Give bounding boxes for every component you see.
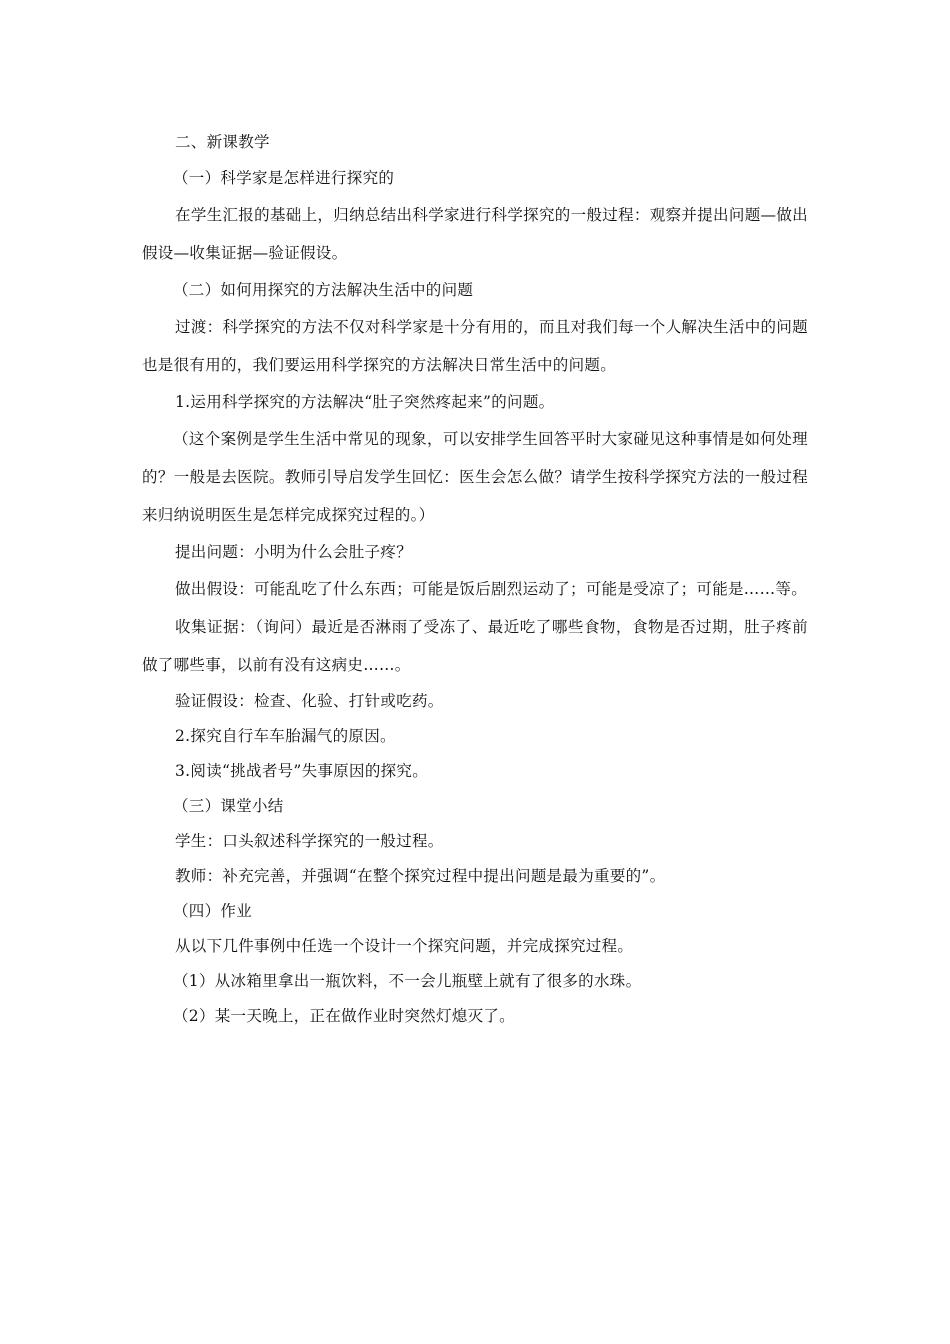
paragraph-transition: 过渡：科学探究的方法不仅对科学家是十分有用的，而且对我们每一个人解决生活中的问题也是很有用的，我们要运用科学探究的方法解决日常生活中的问题。 <box>142 318 808 374</box>
subheading-class-summary: （三）课堂小结 <box>173 797 284 815</box>
paragraph-collect-evidence: 收集证据：（询问）最近是否淋雨了受冻了、最近吃了哪些食物，食物是否过期，肚子疼前做了哪些事，以前有没有这病史……。 <box>142 618 808 674</box>
paragraph-homework-instruction: 从以下几件事例中任选一个设计一个探究问题，并完成探究过程。 <box>175 937 634 955</box>
list-item-challenger: 3.阅读“挑战者号”失事原因的探究。 <box>175 762 429 780</box>
list-item-bike-tire: 2.探究自行车车胎漏气的原因。 <box>175 727 396 745</box>
paragraph-student-summary: 学生：口头叙述科学探究的一般过程。 <box>175 832 444 850</box>
paragraph-inquiry-process: 在学生汇报的基础上，归纳总结出科学家进行科学探究的一般过程：观察并提出问题—做出假设—收集证据—验证假设。 <box>142 206 808 262</box>
subheading-solve-life-problems: （二）如何用探究的方法解决生活中的问题 <box>173 281 474 299</box>
section-heading-new-lesson: 二、新课教学 <box>175 133 270 151</box>
paragraph-raise-question: 提出问题：小明为什么会肚子疼？ <box>175 543 413 561</box>
homework-item-1: （1）从冰箱里拿出一瓶饮料，不一会儿瓶壁上就有了很多的水珠。 <box>173 972 642 990</box>
list-item-stomachache: 1.运用科学探究的方法解决“肚子突然疼起来”的问题。 <box>175 393 555 411</box>
paragraph-hypothesis: 做出假设：可能乱吃了什么东西；可能是饭后剧烈运动了；可能是受凉了；可能是……等。 <box>175 580 808 598</box>
paragraph-verify-hypothesis: 验证假设：检查、化验、打针或吃药。 <box>175 692 444 710</box>
subheading-how-scientists-inquire: （一）科学家是怎样进行探究的 <box>173 169 395 187</box>
subheading-homework: （四）作业 <box>173 902 253 920</box>
homework-item-2: （2）某一天晚上，正在做作业时突然灯熄灭了。 <box>173 1007 515 1025</box>
paragraph-teacher-summary: 教师：补充完善，并强调“在整个探究过程中提出问题是最为重要的”。 <box>175 867 666 885</box>
paragraph-case-note: （这个案例是学生生活中常见的现象，可以安排学生回答平时大家碰见这种事情是如何处理的？一般是去医院。教师引导启发学生回忆：医生会怎么做？请学生按科学探究方法的一般过程来归纳说明医生是怎样完成探究过程的。） <box>142 430 808 524</box>
document-body <box>142 124 808 1034</box>
